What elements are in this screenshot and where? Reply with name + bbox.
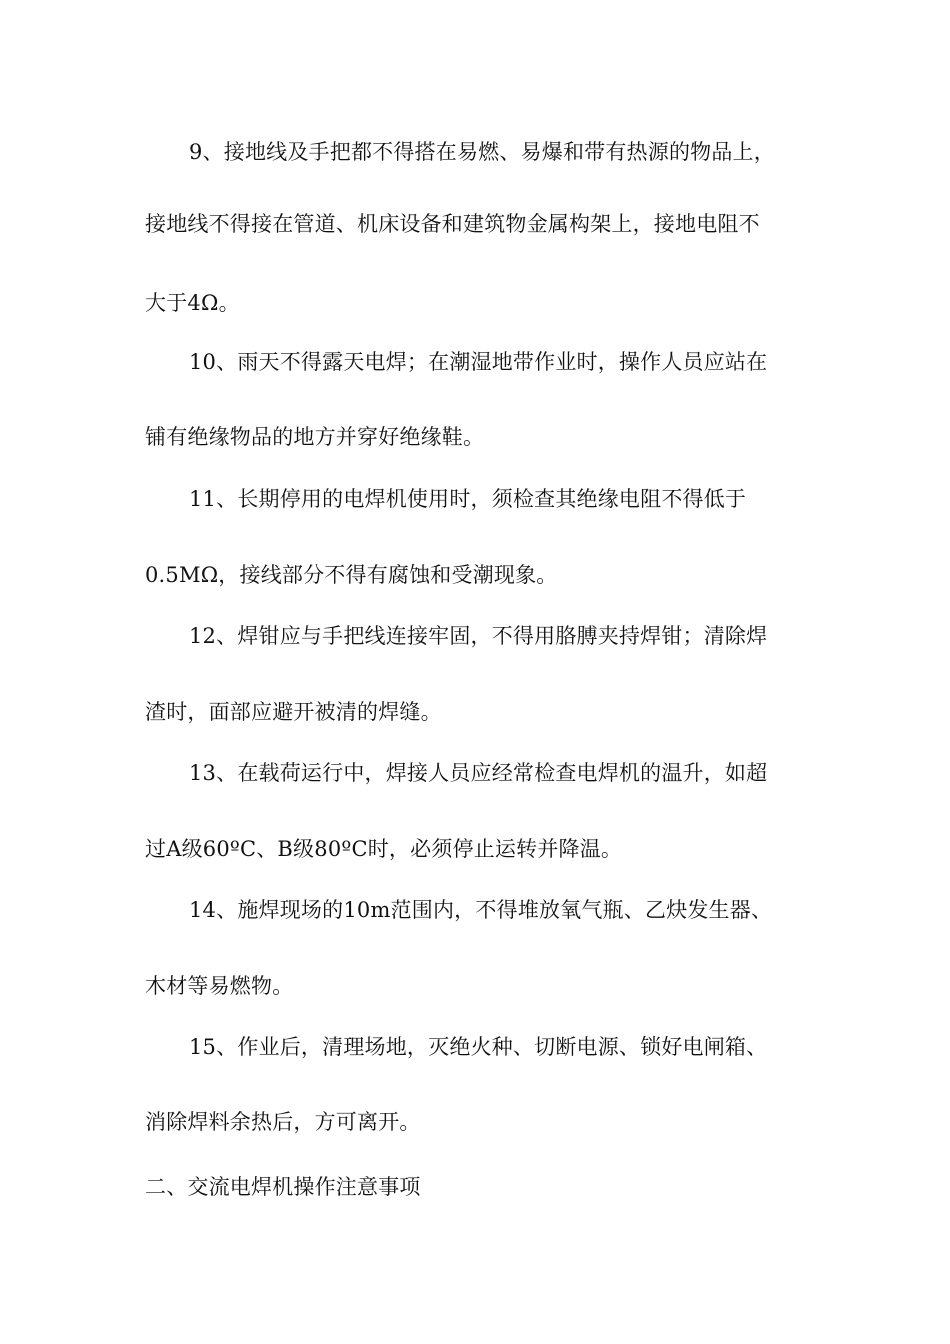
item-11-line-1: 11、长期停用的电焊机使用时，须检查其绝缘电阻不得低于 — [189, 487, 747, 511]
item-12-line-2: 渣时，面部应避开被清的焊缝。 — [145, 700, 442, 724]
item-14-line-1: 14、施焊现场的10m范围内，不得堆放氧气瓶、乙炔发生器、 — [189, 898, 773, 922]
item-14-line-2: 木材等易燃物。 — [145, 974, 294, 998]
item-15-line-1: 15、作业后，清理场地，灭绝火种、切断电源、锁好电闸箱、 — [189, 1035, 768, 1059]
section-heading: 二、交流电焊机操作注意事项 — [145, 1175, 421, 1199]
item-13-line-2: 过A级60ºC、B级80ºC时，必须停止运转并降温。 — [145, 837, 623, 861]
item-9-line-2: 接地线不得接在管道、机床设备和建筑物金属构架上，接地电阻不 — [145, 212, 760, 236]
item-13-line-1: 13、在载荷运行中，焊接人员应经常检查电焊机的温升，如超 — [189, 761, 768, 785]
item-10-line-2: 铺有绝缘物品的地方并穿好绝缘鞋。 — [145, 425, 485, 449]
item-15-line-2: 消除焊料余热后，方可离开。 — [145, 1110, 421, 1134]
item-10-line-1: 10、雨天不得露天电焊；在潮湿地带作业时，操作人员应站在 — [189, 350, 768, 374]
item-12-line-1: 12、焊钳应与手把线连接牢固，不得用胳膊夹持焊钳；清除焊 — [189, 624, 768, 648]
item-9-line-1: 9、接地线及手把都不得搭在易燃、易爆和带有热源的物品上， — [189, 140, 775, 164]
item-9-line-3: 大于4Ω。 — [145, 291, 240, 315]
item-11-line-2: 0.5MΩ，接线部分不得有腐蚀和受潮现象。 — [145, 563, 558, 587]
